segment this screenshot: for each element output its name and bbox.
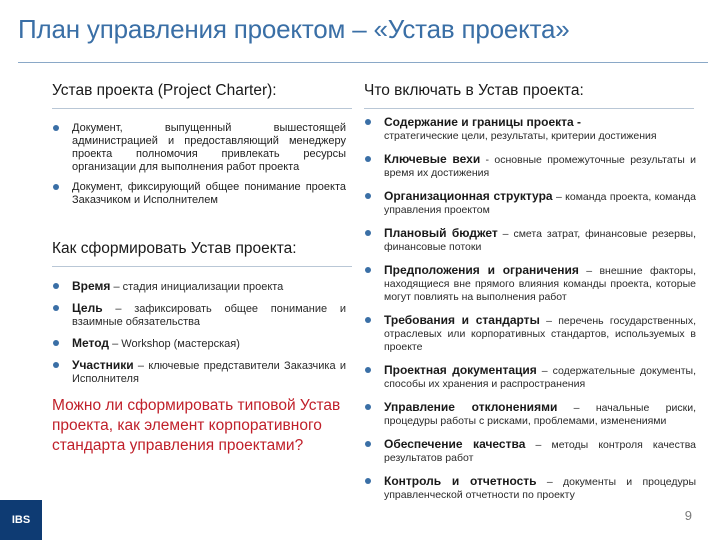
item-term: Предположения и ограничения — [384, 263, 579, 277]
item-desc: – документы и процедуры управленческой отчетности по проекту — [384, 476, 696, 501]
bullet-icon — [365, 478, 371, 484]
list-item — [50, 280, 346, 294]
list-item — [362, 364, 696, 391]
list-item — [362, 153, 696, 180]
list-item — [50, 181, 346, 207]
list-item — [362, 264, 696, 304]
list-item — [362, 314, 696, 354]
list-item — [50, 302, 346, 329]
item-term: Требования и стандарты — [384, 313, 540, 327]
list-item — [362, 227, 696, 254]
step-term: Участники — [72, 358, 134, 372]
item-term: Проектная документация — [384, 363, 537, 377]
item-term: Ключевые вехи — [384, 152, 481, 166]
item-desc: – методы контроля качества результатов работ — [384, 439, 697, 464]
item-term: Обеспечение качества — [384, 437, 526, 451]
how-to-heading: Как сформировать Устав проекта: — [52, 240, 352, 267]
bullet-icon — [365, 267, 371, 273]
list-item — [50, 122, 346, 174]
bullet-icon — [365, 441, 371, 447]
right-column-heading: Что включать в Устав проекта: — [364, 82, 694, 109]
left-column-heading: Устав проекта (Project Charter): — [52, 82, 352, 109]
item-desc: – начальные риски, процедуры работы с рисками, проблемами, изменениями — [384, 402, 696, 427]
ibs-logo: IBS — [0, 500, 42, 540]
item-term: Контроль и отчетность — [384, 474, 537, 488]
item-desc: – содержательные документы, способы их хранения и распространения — [384, 365, 696, 390]
bullet-icon — [53, 184, 59, 190]
bullet-icon — [365, 156, 371, 162]
bullet-icon — [53, 125, 59, 131]
slide-title: План управления проектом – «Устав проекта» — [18, 14, 570, 44]
list-item — [362, 475, 696, 502]
page-number: 9 — [684, 508, 692, 523]
list-item — [362, 190, 696, 217]
list-item — [50, 359, 346, 386]
list-item — [362, 401, 696, 428]
bullet-icon — [365, 367, 371, 373]
step-term: Метод — [72, 336, 110, 350]
list-item — [362, 438, 696, 465]
bullet-icon — [53, 305, 59, 311]
item-term: Плановый бюджет — [384, 226, 498, 240]
step-term: Цель — [72, 301, 103, 315]
bullet-icon — [365, 404, 371, 410]
list-item — [362, 116, 696, 143]
charter-definition-list — [50, 122, 346, 214]
question-text: Можно ли сформировать типовой Устав проекта, как элемент корпоративного стандарта управления проектами? — [52, 397, 341, 454]
bullet-icon — [53, 362, 59, 368]
item-term: Организационная структура — [384, 189, 553, 203]
charter-contents-list — [362, 116, 696, 512]
step-desc: – Workshop (мастерская) — [109, 338, 240, 350]
bullet-icon — [365, 119, 371, 125]
item-desc: – перечень государственных, отраслевых или корпоративных стандартов, используемых в проекте — [384, 315, 696, 353]
bullet-icon — [365, 193, 371, 199]
bullet-icon — [53, 283, 59, 289]
how-to-list — [50, 280, 346, 394]
item-desc: – команда проекта, команда управления проектом — [384, 191, 696, 216]
item-desc: – внешние факторы, находящиеся вне прямого влияния команды проекта, которые могут повлиять на выполнения работ — [384, 265, 696, 303]
step-desc: – стадия инициализации проекта — [110, 281, 284, 293]
title-divider — [18, 62, 708, 63]
bullet-icon — [365, 317, 371, 323]
item-desc: – смета затрат, финансовые резервы, финансовые потоки — [384, 228, 697, 253]
bullet-icon — [53, 340, 59, 346]
step-term: Время — [72, 279, 111, 293]
item-term: Управление отклонениями — [384, 400, 558, 414]
step-desc: – ключевые представители Заказчика и Исполнителя — [72, 360, 346, 385]
item-desc: стратегические цели, результаты, критерии достижения — [384, 130, 657, 142]
step-desc: – зафиксировать общее понимание и взаимные обязательства — [72, 303, 346, 328]
definition-text: Документ, фиксирующий общее понимание проекта Заказчиком и Исполнителем — [72, 181, 346, 206]
item-desc: - основные промежуточные результаты и время их достижения — [384, 154, 696, 179]
definition-text: Документ, выпущенный вышестоящей администрацией и предоставляющий менеджеру проекта полномочия привлекать ресурсы организации для выполнения работ проекта — [72, 122, 346, 173]
bullet-icon — [365, 230, 371, 236]
list-item — [50, 337, 346, 351]
item-term: Содержание и границы проекта - — [384, 115, 582, 129]
